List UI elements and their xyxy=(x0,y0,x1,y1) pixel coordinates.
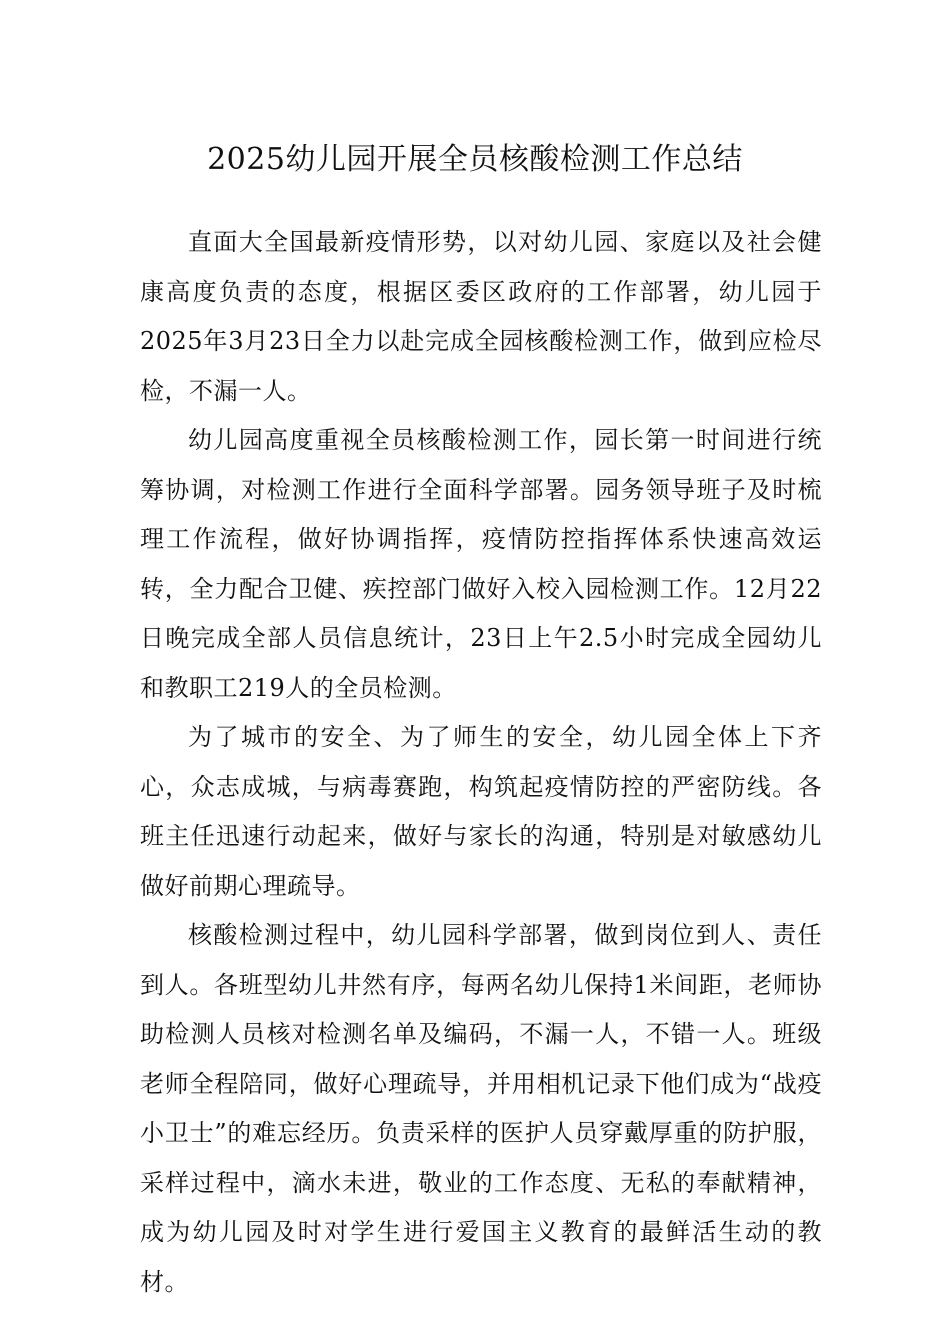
paragraph-3: 为了城市的安全、为了师生的安全，幼儿园全体上下齐心，众志成城，与病毒赛跑，构筑起疫情防控的严密防线。各班主任迅速行动起来，做好与家长的沟通，特别是对敏感幼儿做好前期心理疏导。 xyxy=(140,723,822,900)
paragraph-1: 直面大全国最新疫情形势，以对幼儿园、家庭以及社会健康高度负责的态度，根据区委区政府的工作部署，幼儿园于2025年3月23日全力以赴完成全园核酸检测工作，做到应检尽检，不漏一人。 xyxy=(140,228,822,405)
paragraph-4: 核酸检测过程中，幼儿园科学部署，做到岗位到人、责任到人。各班型幼儿井然有序，每两名幼儿保持1米间距，老师协助检测人员核对检测名单及编码，不漏一人，不错一人。班级老师全程陪同，做好心理疏导，并用相机记录下他们成为“战疫小卫士”的难忘经历。负责采样的医护人员穿戴厚重的防护服，采样过程中，滴水未进，敬业的工作态度、无私的奉献精神，成为幼儿园及时对学生进行爱国主义教育的最鲜活生动的教材。 xyxy=(140,921,822,1296)
document-title: 2025幼儿园开展全员核酸检测工作总结 xyxy=(207,142,743,177)
document-body xyxy=(140,218,822,1307)
paragraph-2: 幼儿园高度重视全员核酸检测工作，园长第一时间进行统筹协调，对检测工作进行全面科学部署。园务领导班子及时梳理工作流程，做好协调指挥，疫情防控指挥体系快速高效运转，全力配合卫健、疾控部门做好入校入园检测工作。12月22日晚完成全部人员信息统计，23日上午2.5小时完成全园幼儿和教职工219人的全员检测。 xyxy=(140,426,822,702)
